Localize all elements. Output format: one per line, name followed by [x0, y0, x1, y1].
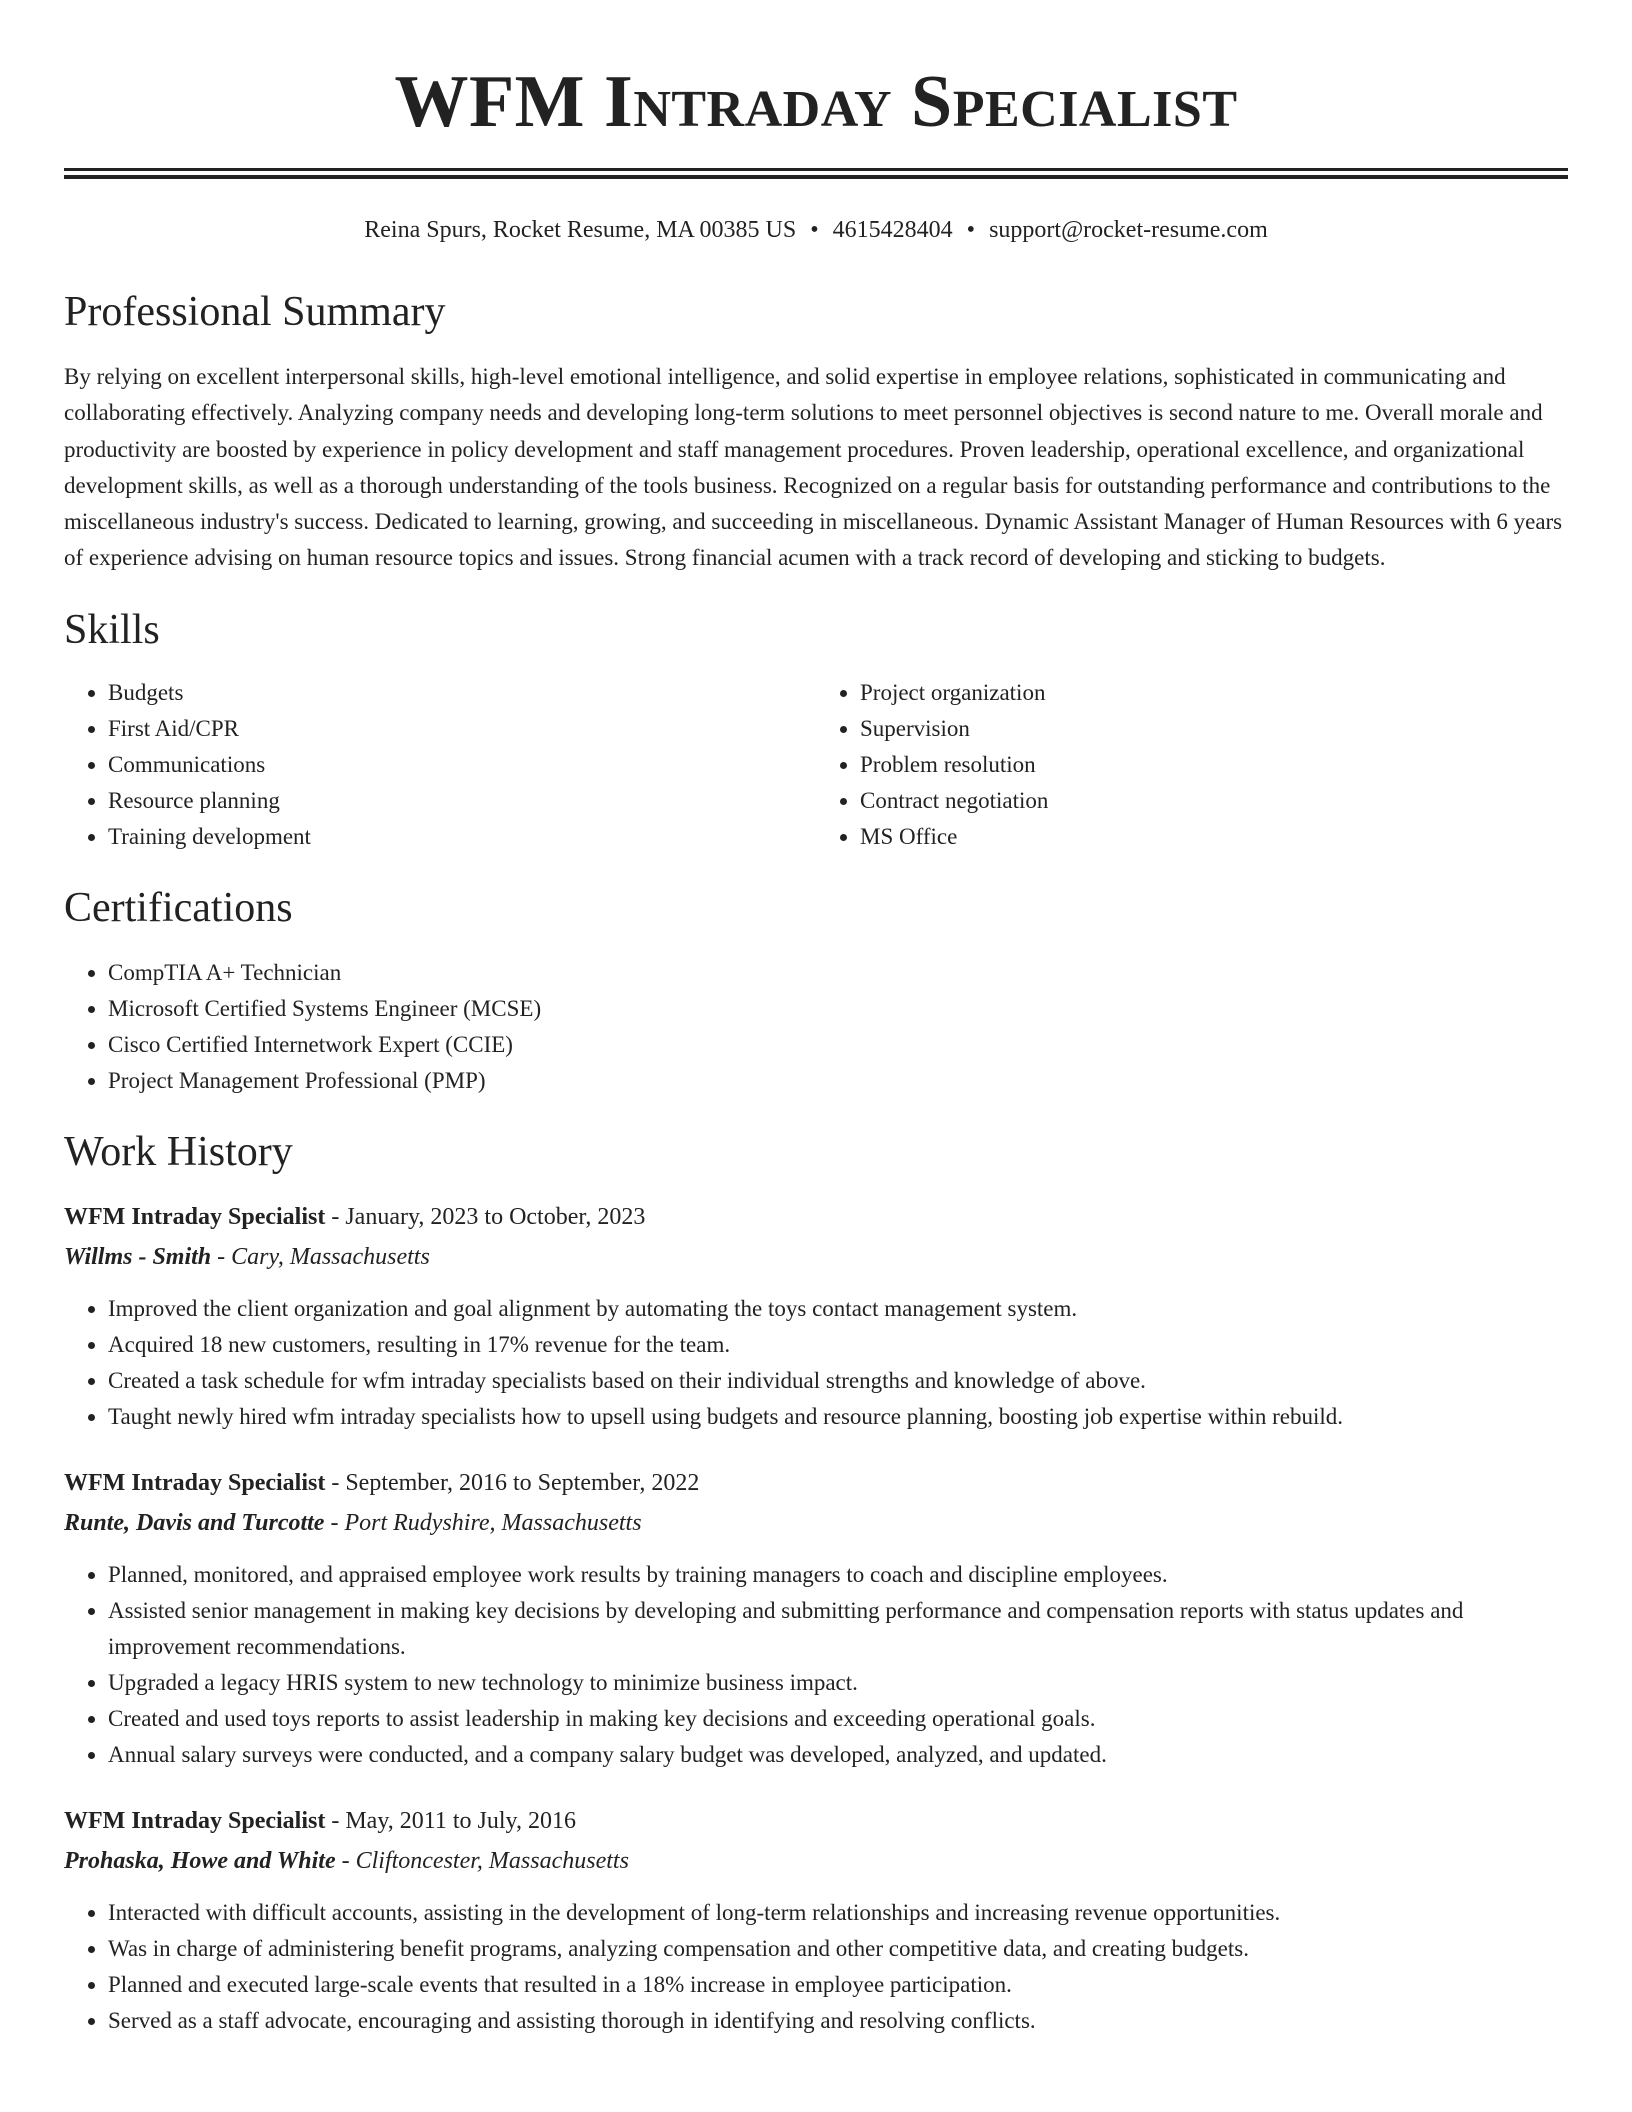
job-company: Runte, Davis and Turcotte [64, 1509, 325, 1536]
job-dates: - May, 2011 to July, 2016 [325, 1807, 576, 1834]
resume-title: WFM Intraday Specialist [394, 61, 1238, 143]
skills-column-left [64, 675, 816, 855]
job-bullet: • Interacted with difficult accounts, assisting in the development of long-term relationships and increasing revenue opportunities. [108, 1895, 1568, 1931]
job-bullet: • Upgraded a legacy HRIS system to new technology to minimize business impact. [108, 1665, 1568, 1701]
job-company-line [64, 1841, 1568, 1881]
job-company: Willms - Smith [64, 1243, 212, 1270]
skills-list [64, 675, 1568, 855]
job-dates: - January, 2023 to October, 2023 [325, 1203, 646, 1230]
skill-item: • Supervision [860, 711, 1568, 747]
contact-email: support@rocket-resume.com [989, 217, 1268, 243]
skills-column-right [816, 675, 1568, 855]
title-divider [64, 168, 1568, 179]
job-bullet: • Planned, monitored, and appraised employee work results by training managers to coach and discipline employees. [108, 1557, 1568, 1593]
certifications-heading: Certifications [64, 884, 293, 931]
job-company-line [64, 1237, 1568, 1277]
certification-item: • Project Management Professional (PMP) [108, 1063, 1568, 1099]
job-title: WFM Intraday Specialist [64, 1203, 326, 1230]
contact-separator: • [810, 217, 819, 243]
job-location: - Cliftoncester, Massachusetts [335, 1847, 629, 1874]
job-entry [64, 1801, 1568, 2039]
summary-text: By relying on excellent interpersonal skills, high-level emotional intelligence, and solid expertise in employee relations, sophisticated in communicating and collaborating effectively. Analyzing company needs and developing long-term solutions to meet personnel objectives is second nature to me. Overall morale and productivity are boosted by experience in policy development and staff management procedures. Proven leadership, operational excellence, and organizational development skills, as well as a thorough understanding of the tools business. Recognized on a regular basis for outstanding performance and contributions to the miscellaneous industry's success. Dedicated to learning, growing, and succeeding in miscellaneous. Dynamic Assistant Manager of Human Resources with 6 years of experience advising on human resource topics and issues. Strong financial acumen with a track record of developing and sticking to budgets. [64, 364, 1563, 571]
certification-item: • Cisco Certified Internetwork Expert (CCIE) [108, 1027, 1568, 1063]
job-bullet: • Planned and executed large-scale events that resulted in a 18% increase in employee participation. [108, 1967, 1568, 2003]
job-header [64, 1801, 1568, 1841]
skills-heading: Skills [64, 606, 160, 653]
skill-item: • Problem resolution [860, 747, 1568, 783]
job-bullet: • Acquired 18 new customers, resulting in 17% revenue for the team. [108, 1327, 1568, 1363]
contact-line [64, 215, 1568, 245]
skill-item: • Contract negotiation [860, 783, 1568, 819]
job-dates: - September, 2016 to September, 2022 [325, 1469, 700, 1496]
job-location: - Cary, Massachusetts [211, 1243, 430, 1270]
contact-separator: • [966, 217, 976, 243]
contact-phone: 4615428404 [832, 217, 953, 243]
job-bullets [64, 1291, 1568, 1435]
job-bullets [64, 1895, 1568, 2039]
work-history-heading: Work History [64, 1128, 293, 1175]
job-title: WFM Intraday Specialist [64, 1807, 326, 1834]
skill-item: • Resource planning [108, 783, 816, 819]
skill-item: • Budgets [108, 675, 816, 711]
job-bullet: • Annual salary surveys were conducted, and a company salary budget was developed, analyzed, and updated. [108, 1737, 1568, 1773]
skill-item: • Project organization [860, 675, 1568, 711]
job-title: WFM Intraday Specialist [64, 1469, 326, 1496]
skill-item: • Training development [108, 819, 816, 855]
job-bullet: • Served as a staff advocate, encouraging and assisting thorough in identifying and resolving conflicts. [108, 2003, 1568, 2039]
skill-item: • MS Office [860, 819, 1568, 855]
job-bullets [64, 1557, 1568, 1773]
job-company-line [64, 1503, 1568, 1543]
job-entry [64, 1197, 1568, 1435]
skill-item: • Communications [108, 747, 816, 783]
contact-address: Reina Spurs, Rocket Resume, MA 00385 US [364, 217, 797, 243]
certification-item: • Microsoft Certified Systems Engineer (MCSE) [108, 991, 1568, 1027]
job-header [64, 1197, 1568, 1237]
job-bullet: • Assisted senior management in making key decisions by developing and submitting performance and compensation reports with status updates and improvement recommendations. [108, 1593, 1568, 1665]
certification-item: • CompTIA A+ Technician [108, 955, 1568, 991]
job-header [64, 1463, 1568, 1503]
certifications-list [64, 955, 1568, 1099]
job-bullet: • Taught newly hired wfm intraday specialists how to upsell using budgets and resource planning, boosting job expertise within rebuild. [108, 1399, 1568, 1435]
job-company: Prohaska, Howe and White [64, 1847, 336, 1874]
summary-heading: Professional Summary [64, 289, 446, 335]
job-bullet: • Created and used toys reports to assist leadership in making key decisions and exceeding operational goals. [108, 1701, 1568, 1737]
job-location: - Port Rudyshire, Massachusetts [324, 1509, 642, 1536]
job-entry [64, 1463, 1568, 1773]
job-bullet: • Improved the client organization and goal alignment by automating the toys contact management system. [108, 1291, 1568, 1327]
job-bullet: • Was in charge of administering benefit programs, analyzing compensation and other competitive data, and creating budgets. [108, 1931, 1568, 1967]
job-bullet: • Created a task schedule for wfm intraday specialists based on their individual strengths and knowledge of above. [108, 1363, 1568, 1399]
skill-item: • First Aid/CPR [108, 711, 816, 747]
